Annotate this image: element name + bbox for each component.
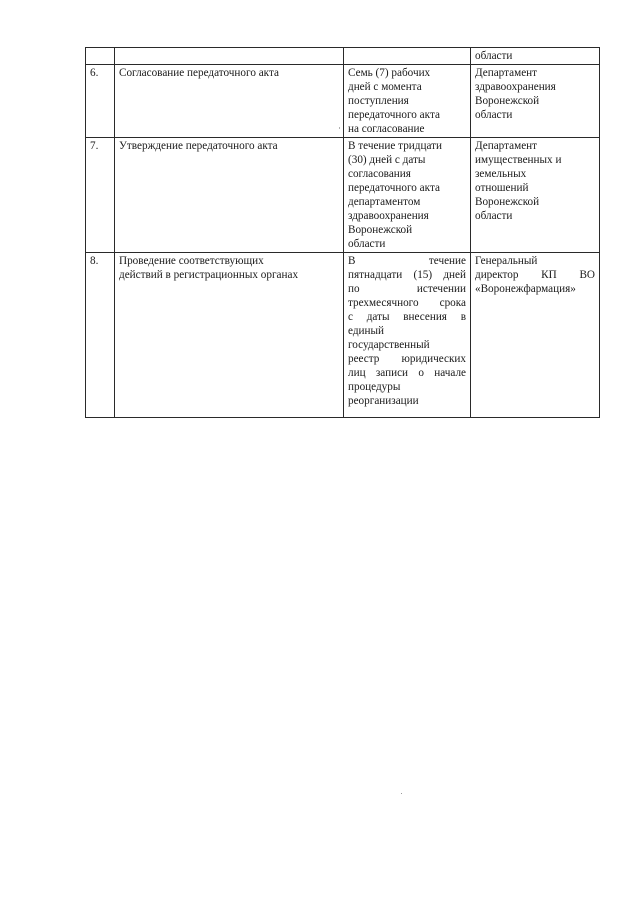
term-line: Воронежской — [348, 224, 413, 236]
term-line: трехмесячного срока — [348, 297, 466, 309]
row-number-cell — [86, 253, 115, 418]
term-line: (30) дней с даты — [348, 154, 426, 166]
schedule-table — [85, 47, 600, 418]
responsible-line: Воронежской — [475, 196, 540, 208]
term-line: единый — [348, 325, 384, 337]
term-line: согласования — [348, 168, 411, 180]
action-cell — [115, 253, 344, 418]
responsible-cell — [471, 65, 600, 138]
action-cell — [115, 48, 344, 65]
row-number-cell — [86, 65, 115, 138]
scan-speck — [401, 793, 402, 794]
term-line: области — [348, 238, 386, 250]
row-number: 8. — [90, 255, 99, 267]
term-line: лиц записи о начале — [348, 367, 466, 379]
term-line: В течение тридцати — [348, 140, 443, 152]
term-line: поступления — [348, 95, 409, 107]
responsible-line: здравоохранения — [475, 81, 556, 93]
term-line: на согласование — [348, 123, 425, 135]
term-line: государственный — [348, 339, 430, 351]
term-line: дней с момента — [348, 81, 422, 93]
table-row — [86, 253, 600, 418]
term-cell — [344, 48, 471, 65]
responsible-line: Департамент — [475, 140, 538, 152]
responsible-line: «Воронежфармация» — [475, 283, 576, 295]
term-cell — [344, 138, 471, 253]
term-line: передаточного акта — [348, 109, 440, 121]
responsible-line: директор КП ВО — [475, 269, 595, 281]
responsible-line: Воронежской — [475, 95, 540, 107]
term-line: В течение — [348, 255, 466, 267]
term-line: с даты внесения в — [348, 311, 466, 323]
term-line: по истечении — [348, 283, 466, 295]
responsible-line: области — [475, 50, 513, 62]
row-number-cell — [86, 138, 115, 253]
action-line: Проведение соответствующих — [119, 255, 264, 267]
term-line: реорганизации — [348, 395, 419, 407]
action-line: действий в регистрационных органах — [119, 269, 299, 281]
row-number: 6. — [90, 67, 99, 79]
responsible-cell — [471, 138, 600, 253]
action-cell — [115, 65, 344, 138]
responsible-cell — [471, 253, 600, 418]
term-line: передаточного акта — [348, 182, 440, 194]
term-line: реестр юридических — [348, 353, 466, 365]
term-cell — [344, 65, 471, 138]
scan-speck — [339, 127, 340, 129]
action-line: Утверждение передаточного акта — [119, 140, 278, 152]
responsible-line: области — [475, 109, 513, 121]
responsible-line: Департамент — [475, 67, 538, 79]
row-number-cell — [86, 48, 115, 65]
action-cell — [115, 138, 344, 253]
term-line: здравоохранения — [348, 210, 429, 222]
row-number: 7. — [90, 140, 99, 152]
term-line: процедуры — [348, 381, 401, 393]
responsible-line: Генеральный — [475, 255, 538, 267]
responsible-line: имущественных и — [475, 154, 562, 166]
table-row — [86, 48, 600, 65]
term-line: пятнадцати (15) дней — [348, 269, 466, 281]
table-row — [86, 138, 600, 253]
term-cell — [344, 253, 471, 418]
responsible-line: отношений — [475, 182, 529, 194]
action-line: Согласование передаточного акта — [119, 67, 279, 79]
table-row — [86, 65, 600, 138]
responsible-line: земельных — [475, 168, 527, 180]
responsible-cell — [471, 48, 600, 65]
responsible-line: области — [475, 210, 513, 222]
term-line: Семь (7) рабочих — [348, 67, 431, 79]
term-line: департаментом — [348, 196, 421, 208]
